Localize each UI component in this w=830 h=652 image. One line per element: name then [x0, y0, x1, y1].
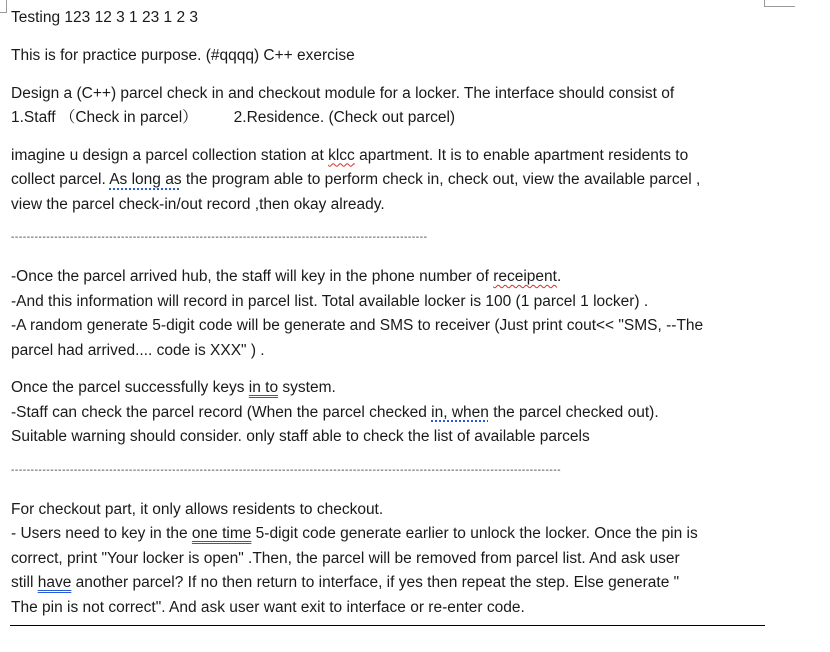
spelling-error: receipent — [493, 268, 557, 285]
document-body — [11, 6, 771, 620]
checkout-line-5: The pin is not correct". And ask user want exit to interface or re-enter code. — [11, 598, 525, 616]
text-run: collect parcel. — [11, 171, 110, 188]
text-run: apartment. It is to enable apartment residents to — [354, 146, 689, 164]
imagine-paragraph — [11, 144, 771, 218]
text-run: 5-digit code generate earlier to unlock the locker. Once the pin is — [251, 525, 698, 542]
text-run: imagine u design a parcel collection station at — [11, 146, 329, 164]
document-title: Testing 123 12 3 1 23 1 2 3 — [11, 9, 199, 26]
spelling-error: klcc — [328, 146, 355, 164]
text-run: the program able to perform check in, check out, view the available parcel , — [181, 171, 701, 188]
imagine-line-2 — [11, 168, 771, 193]
checkout-line-4 — [11, 571, 771, 596]
checkout-paragraph — [11, 498, 771, 621]
grammar-suggestion: have — [37, 574, 72, 591]
text-run: . — [556, 268, 562, 285]
design-line-1: Design a (C++) parcel check in and checkout module for a locker. The interface should consist of — [11, 84, 675, 102]
grammar-suggestion: in to — [248, 379, 279, 396]
record-line-2 — [11, 401, 771, 426]
record-line-3: Suitable warning should consider. only staff able to check the list of available parcels — [11, 428, 590, 445]
checkout-line-2 — [11, 522, 771, 547]
grammar-suggestion: in, when — [431, 403, 489, 421]
design-paragraph — [11, 82, 771, 131]
text-run: another parcel? If no then return to interface, if yes then repeat the step. Else generate " — [71, 574, 680, 591]
option-staff: 1.Staff （Check in parcel） — [11, 109, 198, 126]
divider-dashes-1: ---------------------------------------------------------------------------------------------------------- — [11, 232, 428, 243]
staff-line-3: -A random generate 5-digit code will be generate and SMS to receiver (Just print cout<< "SMS, --The — [11, 317, 704, 334]
design-line-2 — [11, 106, 771, 131]
divider-dashes-2: -------------------------------------------------------------------------------------------------------------------------------------------- — [11, 464, 562, 476]
text-run: -Once the parcel arrived hub, the staff will key in the phone number of — [11, 268, 494, 285]
record-line-1 — [11, 376, 771, 401]
bottom-rule — [10, 625, 765, 626]
text-run: the parcel checked out). — [488, 403, 659, 421]
option-residence: 2.Residence. (Check out parcel) — [233, 109, 456, 126]
record-paragraph — [11, 376, 771, 450]
text-run: -Staff can check the parcel record (When the parcel checked — [11, 403, 432, 421]
grammar-suggestion: As long as — [109, 171, 182, 188]
checkout-line-1: For checkout part, it only allows residents to checkout. — [11, 500, 384, 518]
text-run: still — [11, 574, 38, 591]
text-run: Once the parcel successfully keys — [11, 379, 249, 396]
imagine-line-3: view the parcel check-in/out record ,then okay already. — [11, 195, 385, 213]
staff-line-1 — [11, 265, 771, 290]
text-run: - Users need to key in the — [11, 525, 192, 542]
crop-mark-left — [0, 0, 7, 13]
grammar-suggestion: one time — [191, 525, 252, 542]
checkout-line-3: correct, print "Your locker is open" .Then, the parcel will be removed from parcel list. And ask user — [11, 549, 680, 567]
staff-paragraph — [11, 265, 771, 363]
intro-line: This is for practice purpose. (#qqqq) C++ exercise — [11, 47, 355, 64]
text-run: system. — [278, 379, 336, 396]
staff-line-4: parcel had arrived.... code is XXX" ) . — [11, 341, 265, 359]
staff-line-2: -And this information will record in parcel list. Total available locker is 100 (1 parcel 1 locker) . — [11, 292, 649, 310]
imagine-line-1 — [11, 144, 771, 169]
